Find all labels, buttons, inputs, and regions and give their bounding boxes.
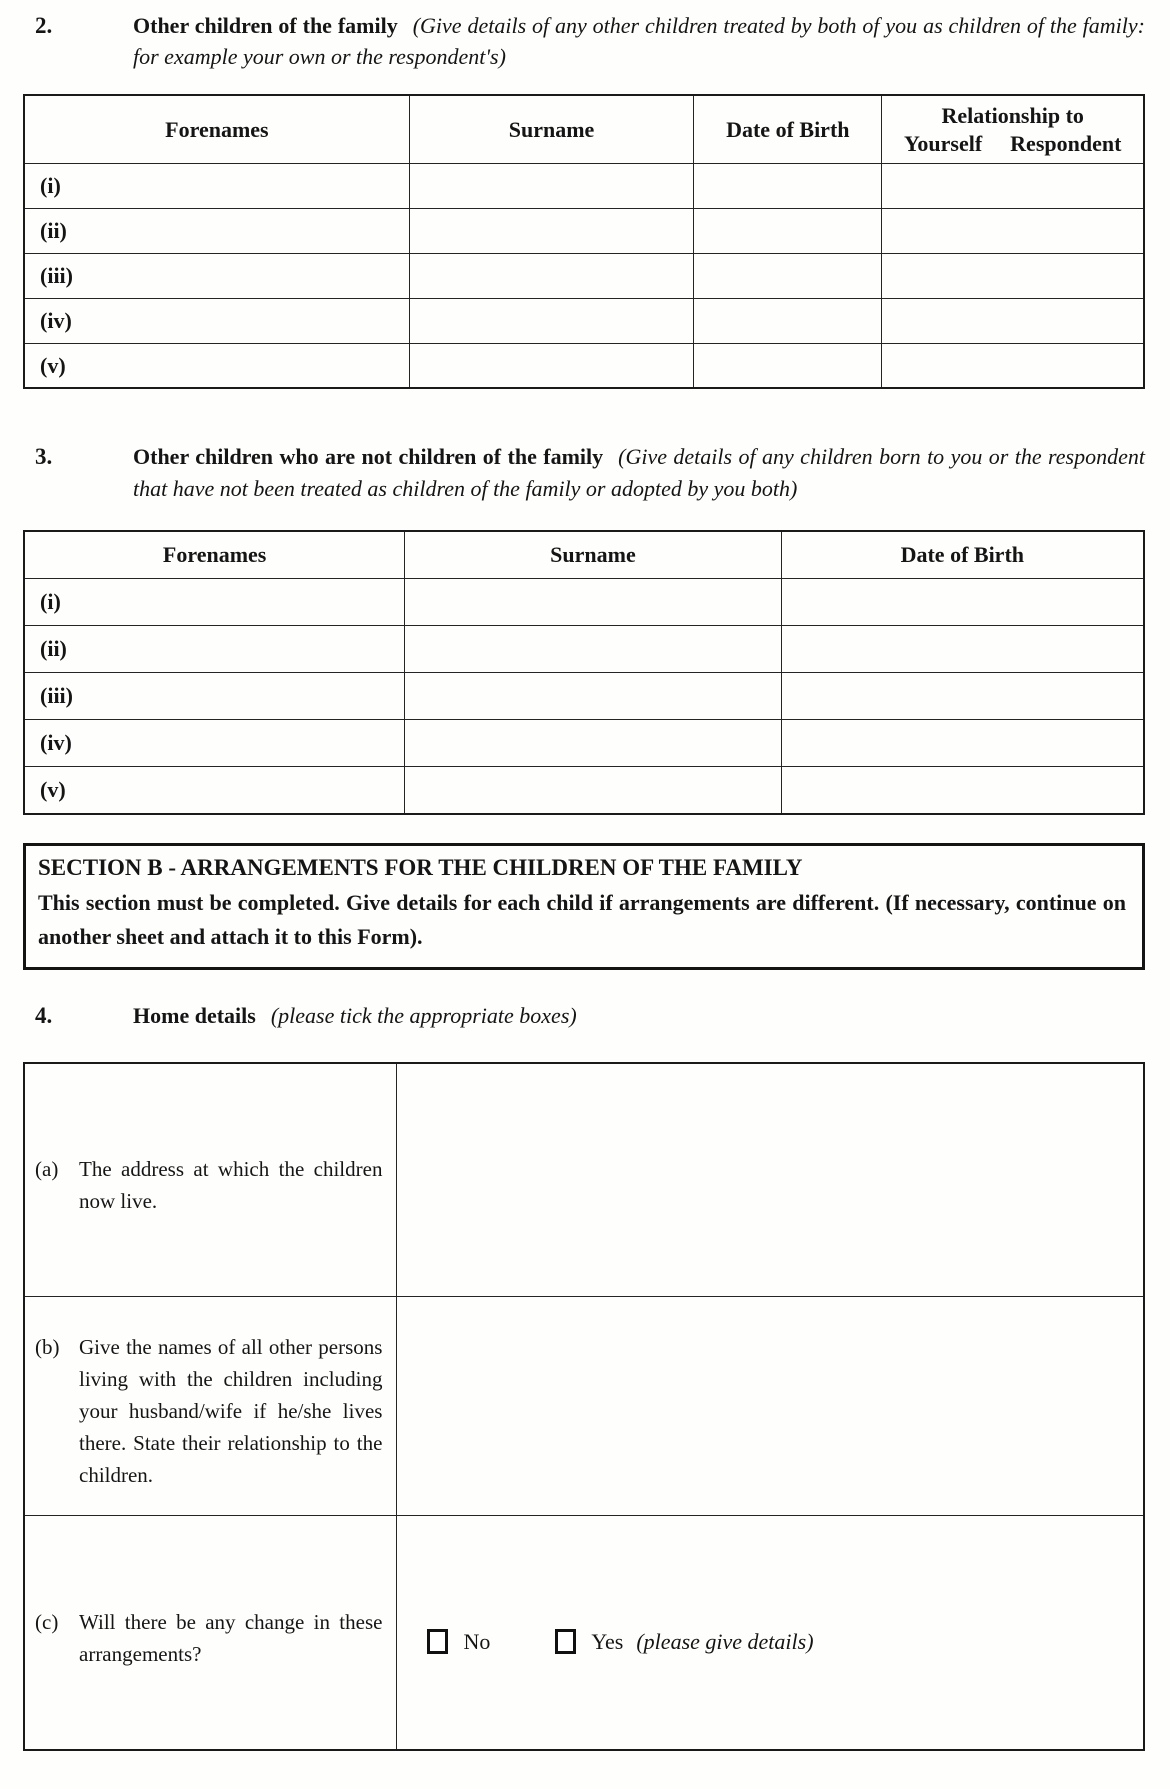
table1-header-row: [24, 95, 1144, 163]
table1-row-v-relationship-cell[interactable]: [882, 343, 1144, 388]
table1-header-relationship-line2: [882, 131, 1143, 157]
section-4-instructions: (please tick the appropriate boxes): [270, 1003, 577, 1029]
table1-header-surname: Surname: [409, 95, 693, 163]
table2-row-iii-surname-cell[interactable]: [405, 673, 781, 720]
table1-header-relationship: [882, 95, 1144, 163]
table1-row-ii-label: (ii): [24, 208, 409, 253]
table2-row-iv-label: (iv): [24, 720, 405, 767]
table1-header-dob: Date of Birth: [694, 95, 882, 163]
table1-row-iv-relationship-cell[interactable]: [882, 298, 1144, 343]
table2-row-i-surname-cell[interactable]: [405, 579, 781, 626]
section-4-title-block: [133, 1000, 1145, 1031]
home-row-c-question-cell: [24, 1515, 397, 1750]
home-row-b: [24, 1296, 1144, 1515]
table1-row-iii: [24, 253, 1144, 298]
table2-row-i-dob-cell[interactable]: [781, 579, 1144, 626]
other-children-of-family-table: [23, 94, 1145, 389]
table2-row-v-surname-cell[interactable]: [405, 767, 781, 814]
yes-checkbox-label: Yes: [591, 1628, 624, 1654]
section-b-banner: [23, 843, 1145, 970]
table2-row-iii-dob-cell[interactable]: [781, 673, 1144, 720]
section-3-instructions: (Give details of any children born to you or the respondent that have not been treated as children of the family or adopted by you both): [133, 444, 1145, 501]
table1-row-ii-relationship-cell[interactable]: [882, 208, 1144, 253]
table1-row-i-dob-cell[interactable]: [694, 163, 882, 208]
form-page: [23, 10, 1145, 1751]
table2-row-i-label: (i): [24, 579, 405, 626]
yes-checkbox[interactable]: [555, 1629, 576, 1654]
table1-row-v: [24, 343, 1144, 388]
table2-row-ii-surname-cell[interactable]: [405, 626, 781, 673]
table2-row-v-label: (v): [24, 767, 405, 814]
home-row-a: [24, 1063, 1144, 1296]
section-b-instructions: This section must be completed. Give details for each child if arrangements are different. (If necessary, continue on another sheet and attach it to this Form).: [38, 889, 1126, 950]
table1-header-forenames: Forenames: [24, 95, 409, 163]
table1-row-iii-dob-cell[interactable]: [694, 253, 882, 298]
no-checkbox[interactable]: [427, 1629, 448, 1654]
table2-row-iii: [24, 673, 1144, 720]
table1-row-v-surname-cell[interactable]: [409, 343, 693, 388]
table1-header-respondent: Respondent: [1010, 130, 1122, 156]
table1-row-v-label: (v): [24, 343, 409, 388]
table1-row-ii: [24, 208, 1144, 253]
table2-row-v: [24, 767, 1144, 814]
table1-header-yourself: Yourself: [903, 130, 983, 156]
section-2-instructions: (Give details of any other children treated by both of you as children of the family: for example your own or the respondent's): [133, 13, 1145, 70]
section-2-number: 2.: [35, 13, 53, 38]
table2-row-ii: [24, 626, 1144, 673]
table1-row-i-relationship-cell[interactable]: [882, 163, 1144, 208]
yes-details-note: (please give details): [636, 1628, 814, 1654]
change-options-row: [397, 1611, 1143, 1655]
table1-row-iv-label: (iv): [24, 298, 409, 343]
table2-row-iv-surname-cell[interactable]: [405, 720, 781, 767]
table1-row-iv: [24, 298, 1144, 343]
home-row-a-question-cell: [24, 1063, 397, 1296]
section-2-heading: [23, 10, 1145, 72]
table1-row-ii-surname-cell[interactable]: [409, 208, 693, 253]
home-row-c-question: Will there be any change in these arrangements?: [79, 1609, 383, 1666]
table1-row-iv-dob-cell[interactable]: [694, 298, 882, 343]
other-children-not-of-family-table: [23, 530, 1145, 815]
section-2-title-block: [133, 10, 1145, 72]
table2-row-ii-dob-cell[interactable]: [781, 626, 1144, 673]
home-row-c: [24, 1515, 1144, 1750]
table1-row-i-label: (i): [24, 163, 409, 208]
section-4-number: 4.: [35, 1003, 53, 1029]
table2-header-surname: Surname: [405, 531, 781, 579]
home-row-b-answer-cell[interactable]: [397, 1296, 1144, 1515]
table2-row-iii-label: (iii): [24, 673, 405, 720]
home-row-a-label: (a): [35, 1157, 59, 1182]
table1-row-iii-label: (iii): [24, 253, 409, 298]
table2-row-ii-label: (ii): [24, 626, 405, 673]
table1-header-relationship-line1: Relationship to: [941, 102, 1084, 128]
home-row-b-label: (b): [35, 1335, 60, 1360]
table2-row-iv-dob-cell[interactable]: [781, 720, 1144, 767]
table2-row-v-dob-cell[interactable]: [781, 767, 1144, 814]
table1-row-ii-dob-cell[interactable]: [694, 208, 882, 253]
table2-header-dob: Date of Birth: [781, 531, 1144, 579]
home-row-c-label: (c): [35, 1609, 59, 1634]
table1-row-i-surname-cell[interactable]: [409, 163, 693, 208]
table1-row-iii-relationship-cell[interactable]: [882, 253, 1144, 298]
section-3-number: 3.: [35, 444, 53, 470]
home-row-c-answer-cell: [397, 1515, 1144, 1750]
table2-header-row: [24, 531, 1144, 579]
home-row-a-answer-cell[interactable]: [397, 1063, 1144, 1296]
home-row-a-question: The address at which the children now live.: [79, 1157, 383, 1214]
table1-row-iv-surname-cell[interactable]: [409, 298, 693, 343]
table1-row-iii-surname-cell[interactable]: [409, 253, 693, 298]
no-checkbox-label: No: [463, 1628, 491, 1654]
home-details-table: [23, 1062, 1145, 1751]
table2-header-forenames: Forenames: [24, 531, 405, 579]
section-2-title: Other children of the family: [133, 13, 398, 38]
section-3-heading: [23, 441, 1145, 503]
table1-row-i: [24, 163, 1144, 208]
section-3-title-block: [133, 441, 1145, 503]
home-row-b-question-cell: [24, 1296, 397, 1515]
table2-row-iv: [24, 720, 1144, 767]
section-b-title: SECTION B - ARRANGEMENTS FOR THE CHILDREN OF THE FAMILY: [38, 854, 803, 880]
section-4-heading: [23, 1000, 1145, 1032]
home-row-b-question: Give the names of all other persons living with the children including your husband/wife if he/she lives there. State their relationship to the children.: [79, 1335, 383, 1487]
table1-row-v-dob-cell[interactable]: [694, 343, 882, 388]
section-4-title: Home details: [133, 1003, 256, 1029]
section-3-title: Other children who are not children of the family: [133, 444, 604, 470]
table2-row-i: [24, 579, 1144, 626]
